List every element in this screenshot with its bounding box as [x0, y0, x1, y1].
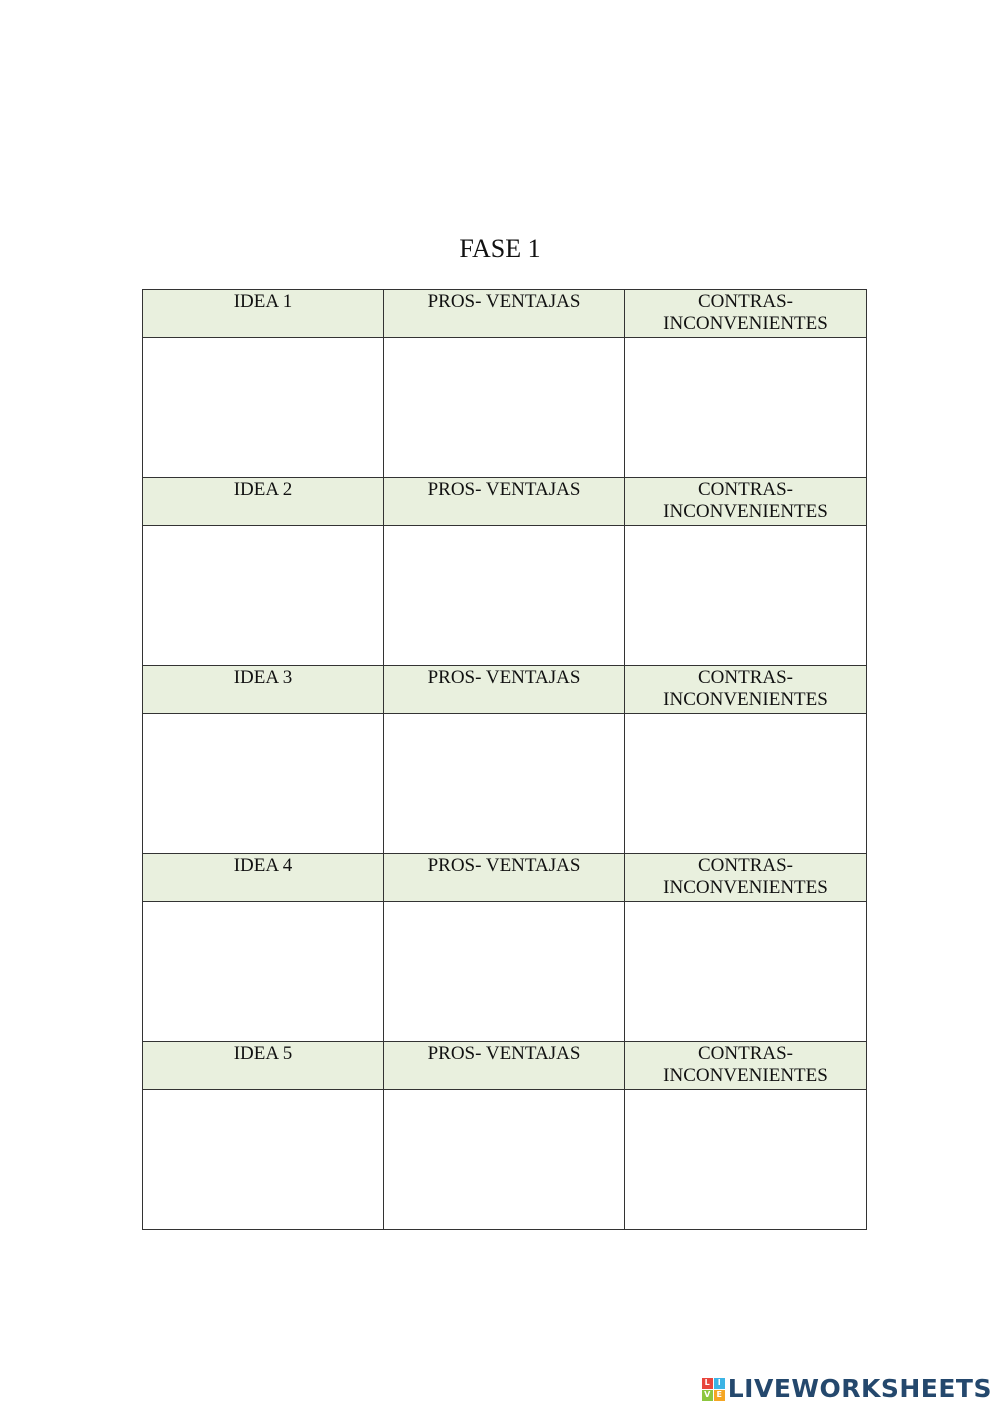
idea-1-label: [143, 290, 384, 338]
cons-label-line1: CONTRAS-: [697, 1043, 793, 1064]
idea-2-pros-header: [384, 478, 625, 526]
idea-5-description-cell[interactable]: [143, 1090, 384, 1230]
idea-4-pros-cell[interactable]: [384, 902, 625, 1042]
logo-tile: V: [702, 1390, 713, 1401]
idea-3-pros-cell[interactable]: [384, 714, 625, 854]
idea-3-answer-row: [143, 714, 867, 854]
liveworksheets-mark-icon: [702, 1378, 725, 1401]
idea-3-cons-header: [625, 666, 867, 714]
idea-4-label: [143, 854, 384, 902]
idea-5-header-row: [143, 1042, 867, 1090]
idea-label: IDEA 5: [233, 1043, 293, 1064]
cons-label-line2: INCONVENIENTES: [663, 501, 828, 522]
idea-label: IDEA 2: [233, 479, 293, 500]
idea-4-answer-row: [143, 902, 867, 1042]
idea-1-header-row: [143, 290, 867, 338]
idea-5-pros-header: [384, 1042, 625, 1090]
idea-5-label: [143, 1042, 384, 1090]
idea-4-description-cell[interactable]: [143, 902, 384, 1042]
idea-3-header-row: [143, 666, 867, 714]
liveworksheets-wordmark: LIVEWORKSHEETS: [727, 1374, 992, 1403]
idea-2-label: [143, 478, 384, 526]
idea-4-pros-header: [384, 854, 625, 902]
cons-label-line1: CONTRAS-: [697, 855, 793, 876]
idea-1-pros-cell[interactable]: [384, 338, 625, 478]
cons-label-line2: INCONVENIENTES: [663, 1065, 828, 1086]
idea-5-answer-row: [143, 1090, 867, 1230]
idea-2-pros-cell[interactable]: [384, 526, 625, 666]
idea-3-pros-header: [384, 666, 625, 714]
logo-tile: E: [714, 1390, 725, 1401]
logo-tile: I: [714, 1378, 725, 1389]
idea-5-cons-cell[interactable]: [625, 1090, 867, 1230]
cons-label-line1: CONTRAS-: [697, 479, 793, 500]
cons-label-line2: INCONVENIENTES: [663, 313, 828, 334]
cons-label-line1: CONTRAS-: [697, 291, 793, 312]
idea-label: IDEA 3: [233, 667, 293, 688]
idea-4-cons-header: [625, 854, 867, 902]
idea-5-cons-header: [625, 1042, 867, 1090]
idea-4-cons-cell[interactable]: [625, 902, 867, 1042]
idea-3-cons-cell[interactable]: [625, 714, 867, 854]
pros-label: PROS- VENTAJAS: [427, 667, 581, 688]
cons-label-line2: INCONVENIENTES: [663, 689, 828, 710]
ideas-table: [142, 289, 867, 1230]
page-title: FASE 1: [459, 234, 541, 263]
idea-4-header-row: [143, 854, 867, 902]
pros-label: PROS- VENTAJAS: [427, 1043, 581, 1064]
idea-2-header-row: [143, 478, 867, 526]
idea-3-label: [143, 666, 384, 714]
pros-label: PROS- VENTAJAS: [427, 855, 581, 876]
idea-2-cons-header: [625, 478, 867, 526]
idea-label: IDEA 1: [233, 291, 293, 312]
idea-1-cons-header: [625, 290, 867, 338]
pros-label: PROS- VENTAJAS: [427, 291, 581, 312]
idea-1-description-cell[interactable]: [143, 338, 384, 478]
logo-tile: L: [702, 1378, 713, 1389]
idea-1-pros-header: [384, 290, 625, 338]
cons-label-line1: CONTRAS-: [697, 667, 793, 688]
idea-1-answer-row: [143, 338, 867, 478]
idea-2-cons-cell[interactable]: [625, 526, 867, 666]
idea-1-cons-cell[interactable]: [625, 338, 867, 478]
cons-label-line2: INCONVENIENTES: [663, 877, 828, 898]
idea-5-pros-cell[interactable]: [384, 1090, 625, 1230]
liveworksheets-logo: [702, 1375, 992, 1403]
idea-2-description-cell[interactable]: [143, 526, 384, 666]
idea-3-description-cell[interactable]: [143, 714, 384, 854]
idea-2-answer-row: [143, 526, 867, 666]
idea-label: IDEA 4: [233, 855, 293, 876]
pros-label: PROS- VENTAJAS: [427, 479, 581, 500]
